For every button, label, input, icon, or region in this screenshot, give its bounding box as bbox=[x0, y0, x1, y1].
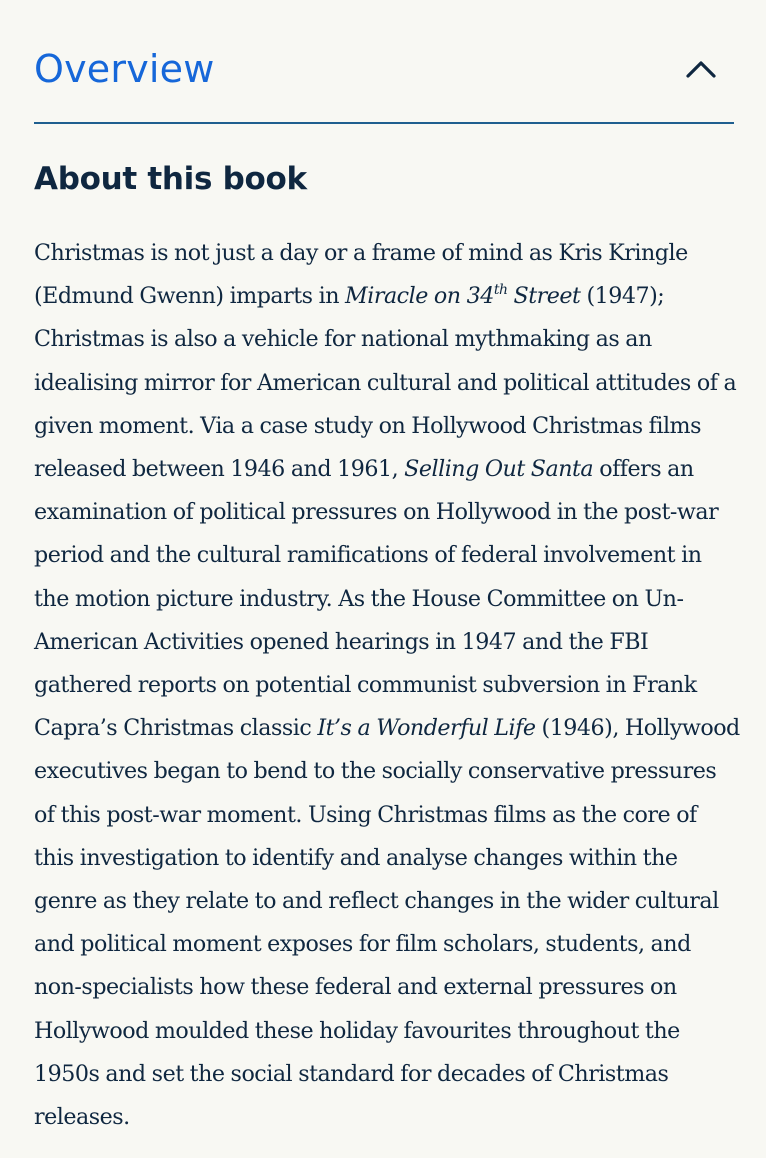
description-book-title: Selling Out Santa bbox=[404, 456, 594, 483]
description-text: offers an examination of political pressures on Hollywood in the post-war period and the cultural ramifications of federal involvement in the motion picture industry. As the House Committee on Un-American Activities opened hearings in 1947 and the FBI gathered reports on potential communist subversion in Frank Capra’s Christmas classic bbox=[34, 456, 719, 742]
overview-section-toggle[interactable] bbox=[34, 44, 734, 124]
description-superscript: th bbox=[493, 282, 508, 299]
about-this-book-heading: About this book bbox=[34, 161, 307, 197]
chevron-up-icon[interactable] bbox=[684, 58, 718, 80]
description-text: (1947); Christmas is also a vehicle for national mythmaking as an idealising mirror for American cultural and political attitudes of a given moment. Via a case study on Hollywood Christmas films released between 1946 and 1961, bbox=[34, 283, 737, 483]
description-film-title: It’s a Wonderful Life bbox=[317, 715, 536, 742]
description-text: Christmas is not just a day or a frame of mind as Kris Kringle (Edmund Gwenn) imparts in bbox=[34, 240, 688, 310]
description-text: (1946), Hollywood executives began to bend to the socially conservative pressures of this post-war moment. Using Christmas films as the core of this investigation to identify and analyse changes within the genre as they relate to and reflect changes in the wider cultural and political moment exposes for film scholars, students, and non-specialists how these federal and external pressures on Hollywood moulded these holiday favourites throughout the 1950s and set the social standard for decades of Christmas releases. bbox=[34, 715, 740, 1131]
description-title-italic: Street bbox=[507, 283, 581, 310]
overview-title: Overview bbox=[34, 47, 215, 91]
book-description bbox=[34, 232, 740, 1139]
description-title-italic: Miracle on 34 bbox=[345, 283, 494, 310]
